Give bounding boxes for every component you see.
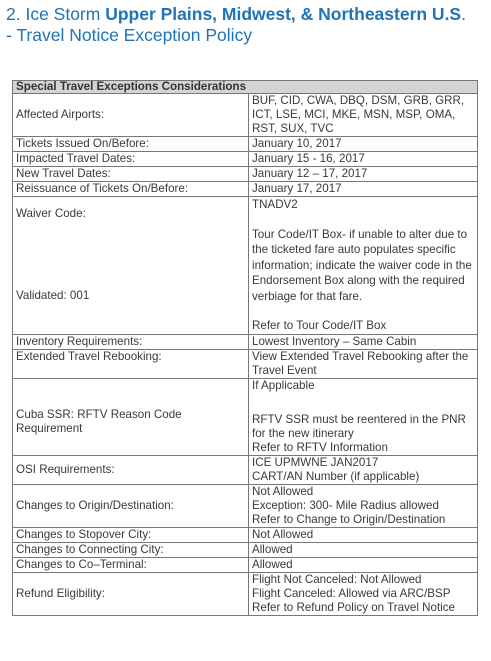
cuba-line1: If Applicable [252, 378, 315, 392]
table-row [13, 152, 478, 167]
new-dates-label: New Travel Dates: [13, 167, 249, 182]
table-row [13, 167, 478, 182]
osi-label: OSI Requirements: [13, 455, 249, 484]
extended-value: View Extended Travel Rebooking after the Travel Event [249, 349, 478, 378]
refund-line3: Refer to Refund Policy on Travel Notice [252, 600, 455, 614]
waiver-note: Tour Code/IT Box- if unable to alter due to the ticketed fare auto populates specific information; indicate the waiver code in the Endorsement Box along with the required verbiage for that fare. [252, 227, 472, 303]
affected-airports-value: BUF, CID, CWA, DBQ, DSM, GRB, GRR, ICT, LSE, MCI, MKE, MSN, MSP, OMA, RST, SUX, TVC [249, 94, 478, 137]
waiver-code-label: Waiver Code: [16, 207, 86, 220]
stopover-value: Not Allowed [249, 527, 478, 542]
osi-value-cell [249, 455, 478, 484]
tickets-issued-value: January 10, 2017 [249, 137, 478, 152]
refund-line2: Flight Canceled: Allowed via ARC/BSP [252, 586, 451, 600]
impacted-dates-label: Impacted Travel Dates: [13, 152, 249, 167]
waiver-code-value: TNADV2 [252, 198, 298, 211]
connecting-label: Changes to Connecting City: [13, 542, 249, 557]
table-header-row [13, 81, 478, 94]
table-row [13, 527, 478, 542]
refund-value-cell [249, 572, 478, 615]
reissuance-label: Reissuance of Tickets On/Before: [13, 182, 249, 197]
origin-dest-line1: Not Allowed [252, 484, 314, 498]
page-title [6, 4, 476, 46]
table-row [13, 484, 478, 527]
tickets-issued-label: Tickets Issued On/Before: [13, 137, 249, 152]
connecting-value: Allowed [249, 542, 478, 557]
refund-line1: Flight Not Canceled: Not Allowed [252, 572, 422, 586]
waiver-value-cell [249, 197, 478, 335]
table-row [13, 557, 478, 572]
extended-label: Extended Travel Rebooking: [13, 349, 249, 378]
stopover-label: Changes to Stopover City: [13, 527, 249, 542]
cuba-line3: Refer to RFTV Information [252, 440, 388, 454]
origin-dest-line3: Refer to Change to Origin/Destination [252, 512, 446, 526]
table-row [13, 94, 478, 137]
inventory-value: Lowest Inventory – Same Cabin [249, 334, 478, 349]
table-row [13, 334, 478, 349]
cuba-value-cell [249, 378, 478, 455]
coterminal-value: Allowed [249, 557, 478, 572]
waiver-label-cell [13, 197, 249, 335]
origin-dest-label: Changes to Origin/Destination: [13, 484, 249, 527]
osi-line1: ICE UPMWNE JAN2017 [252, 455, 379, 469]
table-row [13, 349, 478, 378]
new-dates-value: January 12 – 17, 2017 [249, 167, 478, 182]
validated-label: Validated: 001 [16, 289, 90, 302]
cuba-label: Cuba SSR: RFTV Reason Code Requirement [13, 378, 249, 455]
title-suffix: . - Travel Notice Exception Policy [6, 4, 466, 45]
table-row [13, 542, 478, 557]
inventory-label: Inventory Requirements: [13, 334, 249, 349]
origin-dest-value-cell [249, 484, 478, 527]
cuba-line2: RFTV SSR must be reentered in the PNR for the new itinerary [252, 412, 466, 440]
table-row [13, 137, 478, 152]
coterminal-label: Changes to Co–Terminal: [13, 557, 249, 572]
travel-exceptions-table [12, 80, 478, 616]
table-header: Special Travel Exceptions Considerations [13, 81, 478, 94]
origin-dest-line2: Exception: 300- Mile Radius allowed [252, 498, 439, 512]
refund-label: Refund Eligibility: [13, 572, 249, 615]
affected-airports-label: Affected Airports: [13, 94, 249, 137]
osi-line2: CART/AN Number (if applicable) [252, 469, 420, 483]
table-row [13, 572, 478, 615]
title-bold: Upper Plains, Midwest, & Northeastern U.S [105, 4, 462, 24]
reissuance-value: January 17, 2017 [249, 182, 478, 197]
table-row [13, 197, 478, 335]
waiver-refer-link: Refer to Tour Code/IT Box [252, 319, 387, 332]
title-prefix: 2. Ice Storm [6, 4, 106, 24]
impacted-dates-value: January 15 - 16, 2017 [249, 152, 478, 167]
table-row [13, 182, 478, 197]
table-row [13, 455, 478, 484]
table-row [13, 378, 478, 455]
